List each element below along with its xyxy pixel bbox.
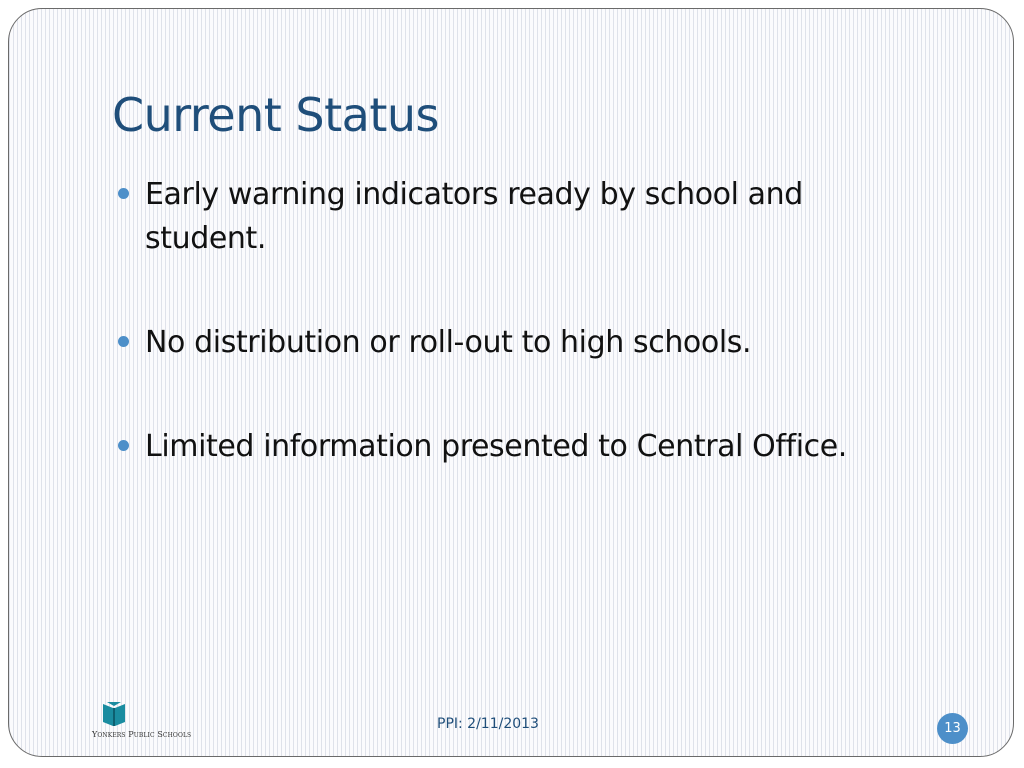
page-number-badge: 13 <box>937 713 968 744</box>
bullet-dot-icon <box>118 440 129 451</box>
bullet-dot-icon <box>118 336 129 347</box>
bullet-item <box>115 425 915 469</box>
footer-date: PPI: 2/11/2013 <box>437 716 539 732</box>
bullet-item <box>115 321 915 365</box>
logo-text: Yonkers Public Schools <box>92 730 192 739</box>
bullet-text: No distribution or roll-out to high schools. <box>145 325 752 360</box>
bullet-text: Limited information presented to Central Office. <box>145 429 847 464</box>
bullet-list <box>115 173 915 469</box>
slide-frame <box>8 8 1014 757</box>
yps-book-icon <box>102 702 126 728</box>
slide-title: Current Status <box>112 88 439 142</box>
bullet-text: Early warning indicators ready by school and student. <box>145 177 803 256</box>
bullet-dot-icon <box>118 188 129 199</box>
bullet-item <box>115 173 915 261</box>
school-logo <box>92 700 207 746</box>
